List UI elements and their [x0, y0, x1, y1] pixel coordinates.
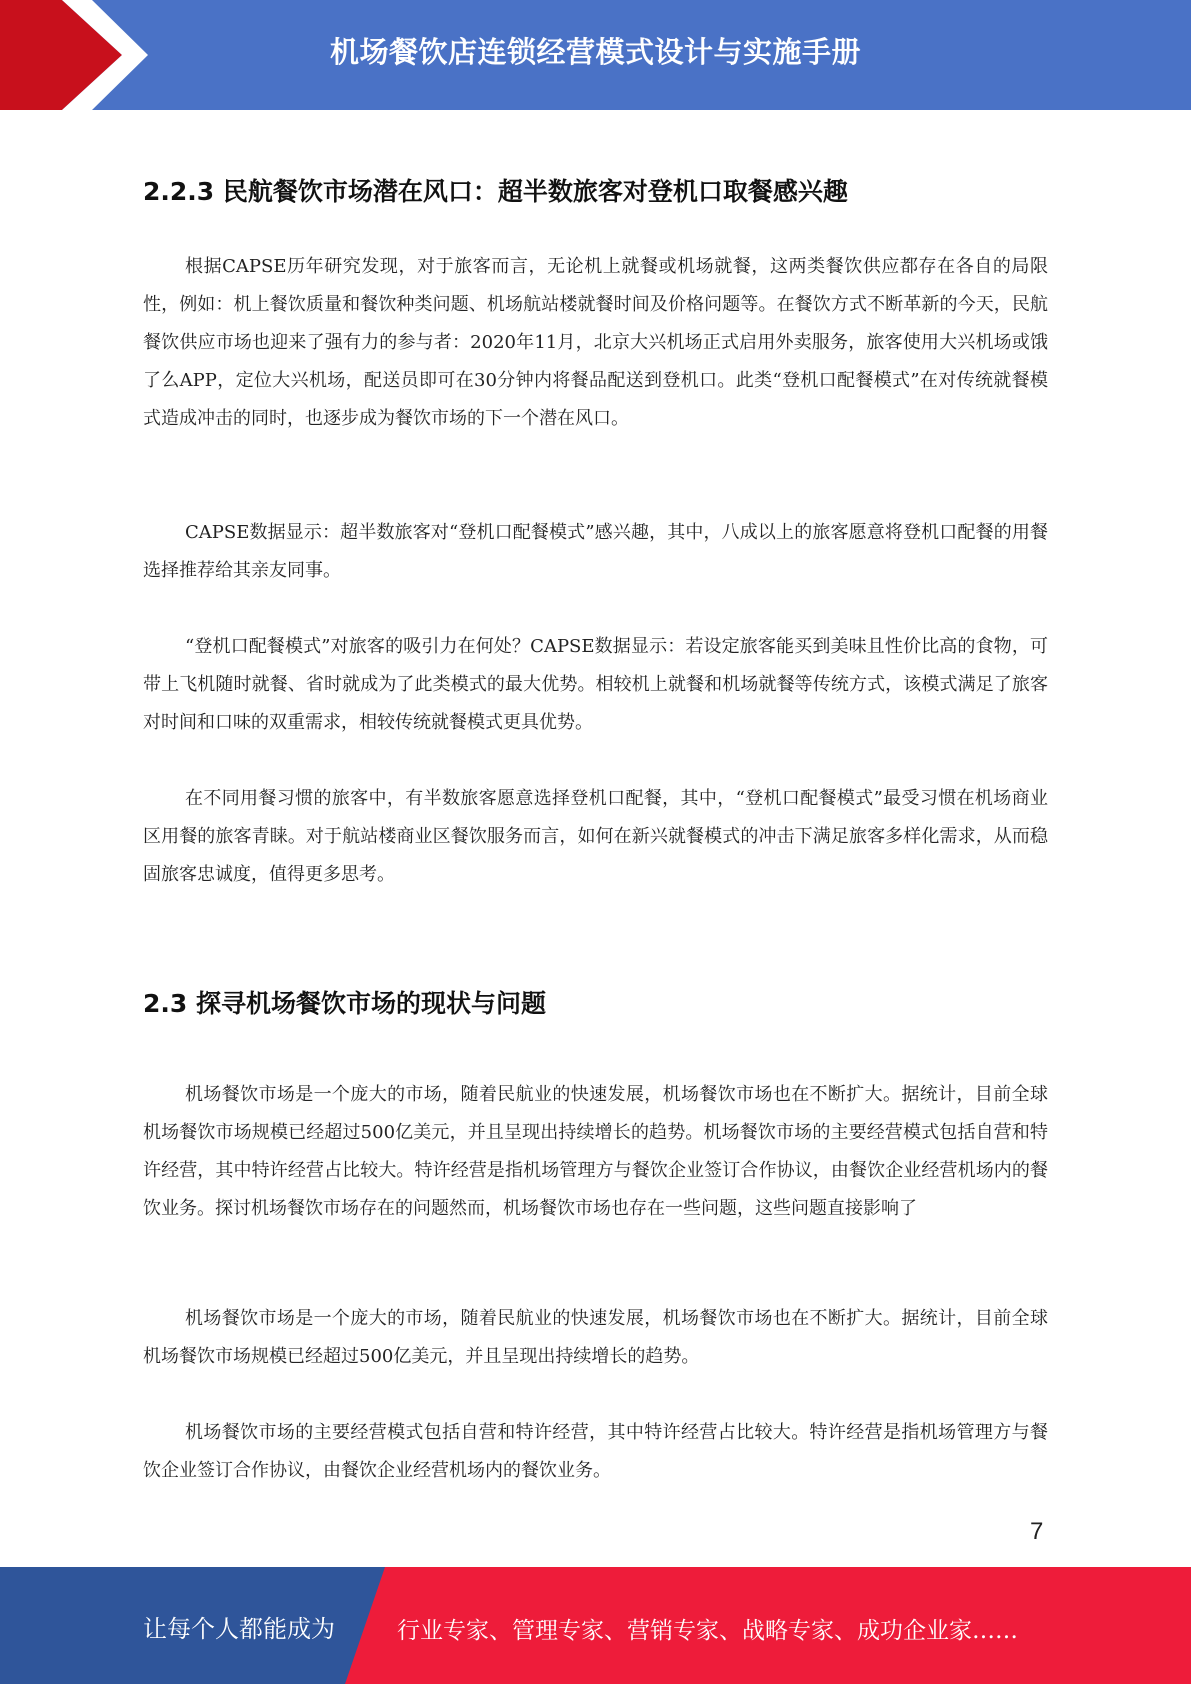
footer-slogan-left: 让每个人都能成为 — [143, 1615, 335, 1643]
footer-slogan-right: 行业专家、管理专家、营销专家、战略专家、成功企业家…… — [397, 1618, 1018, 1644]
paragraph: 在不同用餐习惯的旅客中，有半数旅客愿意选择登机口配餐，其中，“登机口配餐模式”最受习惯在机场商业区用餐的旅客青睐。对于航站楼商业区餐饮服务而言，如何在新兴就餐模式的冲击下满足旅客多样化需求，从而稳固旅客忠诚度，值得更多思考。 — [143, 788, 1048, 885]
paragraph: 机场餐饮市场是一个庞大的市场，随着民航业的快速发展，机场餐饮市场也在不断扩大。据统计，目前全球机场餐饮市场规模已经超过500亿美元，并且呈现出持续增长的趋势。 — [143, 1308, 1048, 1367]
paragraph: “登机口配餐模式”对旅客的吸引力在何处？CAPSE数据显示：若设定旅客能买到美味且性价比高的食物，可带上飞机随时就餐、省时就成为了此类模式的最大优势。相较机上就餐和机场就餐等传统方式，该模式满足了旅客对时间和口味的双重需求，相较传统就餐模式更具优势。 — [143, 636, 1048, 733]
page-footer — [0, 1567, 1191, 1684]
section-heading: 2.2.3 民航餐饮市场潜在风口：超半数旅客对登机口取餐感兴趣 — [143, 177, 848, 206]
section-heading: 2.3 探寻机场餐饮市场的现状与问题 — [143, 989, 546, 1018]
page-header — [0, 0, 1191, 110]
paragraph: 根据CAPSE历年研究发现，对于旅客而言，无论机上就餐或机场就餐，这两类餐饮供应都存在各自的局限性，例如：机上餐饮质量和餐饮种类问题、机场航站楼就餐时间及价格问题等。在餐饮方式不断革新的今天，民航餐饮供应市场也迎来了强有力的参与者：2020年11月，北京大兴机场正式启用外卖服务，旅客使用大兴机场或饿了么APP，定位大兴机场，配送员即可在30分钟内将餐品配送到登机口。此类“登机口配餐模式”在对传统就餐模式造成冲击的同时，也逐步成为餐饮市场的下一个潜在风口。 — [143, 256, 1048, 429]
document-title: 机场餐饮店连锁经营模式设计与实施手册 — [330, 35, 862, 69]
page-number: 7 — [1030, 1518, 1044, 1545]
paragraph: 机场餐饮市场的主要经营模式包括自营和特许经营，其中特许经营占比较大。特许经营是指机场管理方与餐饮企业签订合作协议，由餐饮企业经营机场内的餐饮业务。 — [143, 1422, 1048, 1481]
paragraph: CAPSE数据显示：超半数旅客对“登机口配餐模式”感兴趣，其中，八成以上的旅客愿意将登机口配餐的用餐选择推荐给其亲友同事。 — [143, 522, 1048, 581]
paragraph: 机场餐饮市场是一个庞大的市场，随着民航业的快速发展，机场餐饮市场也在不断扩大。据统计，目前全球机场餐饮市场规模已经超过500亿美元，并且呈现出持续增长的趋势。机场餐饮市场的主要经营模式包括自营和特许经营，其中特许经营占比较大。特许经营是指机场管理方与餐饮企业签订合作协议，由餐饮企业经营机场内的餐饮业务。探讨机场餐饮市场存在的问题然而，机场餐饮市场也存在一些问题，这些问题直接影响了 — [143, 1084, 1048, 1219]
